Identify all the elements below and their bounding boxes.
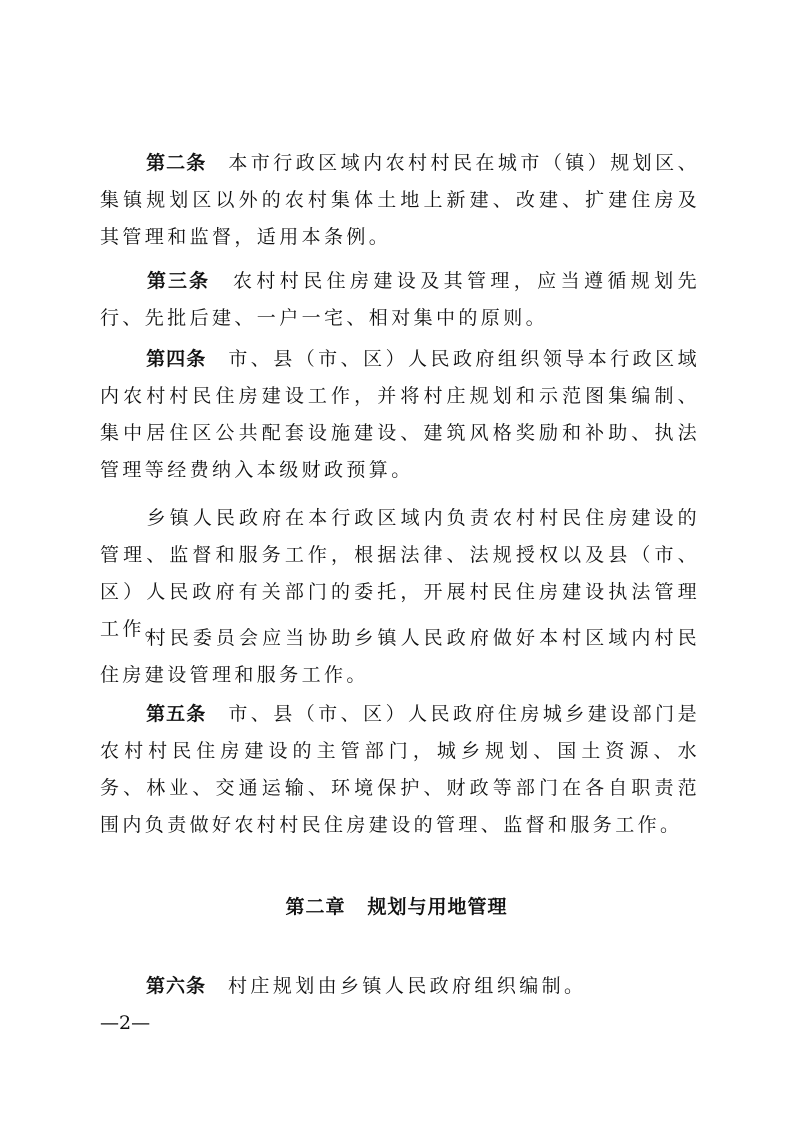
- article-5-text: 市、县（市、区）人民政府住房城乡建设部门是农村村民住房建设的主管部门，城乡规划、国土资源、水务、林业、交通运输、环境保护、财政等部门在各自职责范围内负责做好农村村民住房建设的管理、监督和服务工作。: [100, 703, 700, 836]
- article-4-paragraph-2-text: 乡镇人民政府在本行政区域内负责农村村民住房建设的管理、监督和服务工作，根据法律、法规授权以及县（市、区）人民政府有关部门的委托，开展村民住房建设执法管理工作。: [100, 507, 700, 640]
- article-4-text: 市、县（市、区）人民政府组织领导本行政区域内农村村民住房建设工作，并将村庄规划和示范图集编制、集中居住区公共配套设施建设、建筑风格奖励和补助、执法管理等经费纳入本级财政预算。: [100, 348, 700, 481]
- article-3-text: 农村村民住房建设及其管理，应当遵循规划先行、先批后建、一户一宅、相对集中的原则。: [100, 270, 700, 329]
- article-4-paragraph-3: [100, 620, 700, 694]
- article-6: [100, 968, 700, 1005]
- article-3: [100, 263, 700, 337]
- chapter-title: 规划与用地管理: [367, 896, 508, 918]
- article-2-lead: 第二条: [146, 152, 207, 174]
- article-5-lead: 第五条: [146, 703, 207, 725]
- page-number: —2—: [100, 1012, 151, 1034]
- article-2-text: 本市行政区域内农村村民在城市（镇）规划区、集镇规划区以外的农村集体土地上新建、改建、扩建住房及其管理和监督，适用本条例。: [100, 152, 700, 248]
- article-4-paragraph-3-text: 村民委员会应当协助乡镇人民政府做好本村区域内村民住房建设管理和服务工作。: [100, 627, 700, 686]
- chapter-heading: [0, 892, 793, 919]
- article-2: [100, 145, 700, 256]
- article-4-lead: 第四条: [146, 348, 207, 370]
- chapter-number: 第二章: [285, 896, 346, 918]
- article-6-text: 村庄规划由乡镇人民政府组织编制。: [228, 975, 587, 997]
- article-4: [100, 341, 700, 489]
- article-5: [100, 696, 700, 844]
- article-3-lead: 第三条: [146, 270, 210, 292]
- article-6-lead: 第六条: [146, 975, 207, 997]
